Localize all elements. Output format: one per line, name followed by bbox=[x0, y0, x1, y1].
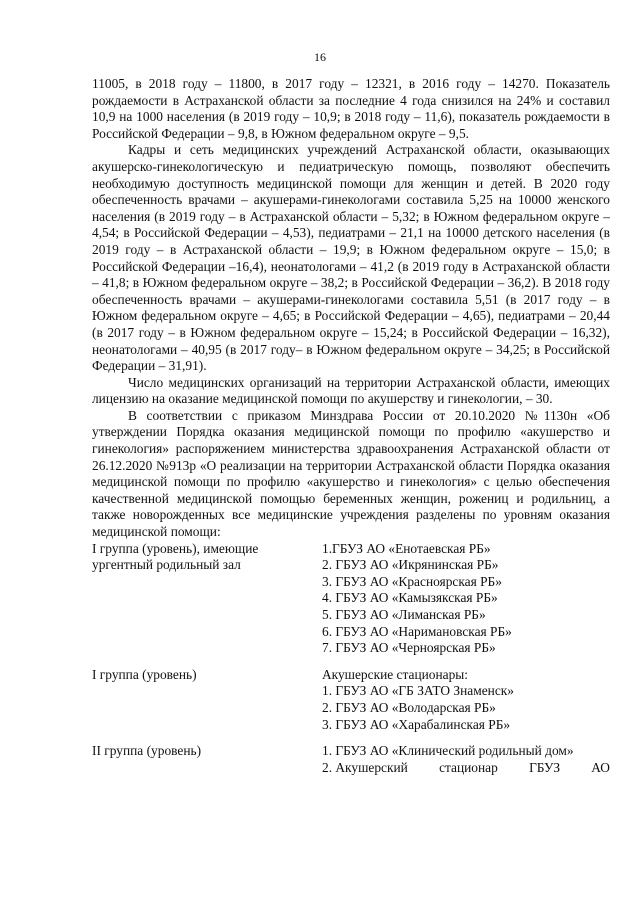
group-label: I группа (уровень), имеющие ургентный родильный зал bbox=[92, 540, 259, 573]
list-item: 4. ГБУЗ АО «Камызякская РБ» bbox=[322, 590, 498, 606]
group-level-1 bbox=[92, 667, 610, 733]
paragraph: Кадры и сеть медицинских учреждений Астраханской области, оказывающих акушерско-гинекологическую и педиатрическую помощь, позволяют обеспечить необходимую доступность медицинской помощи для женщин и детей. В 2020 году обеспеченность врачами – акушерами-гинекологами составила 5,25 на 10000 женского населения (в 2019 году – в Астраханской области – 5,32; в Южном федеральном округе – 4,54; в Российской Федерации – 4,53), педиатрами – 21,1 на 10000 детского населения (в 2019 году – в Астраханской области – 19,9; в Южном федеральном округе – 15,0; в Российской Федерации –16,4), неонатологами – 41,2 (в 2019 году в Астраханской области – 41,8; в Южном федеральном округе – 38,2; в Российской Федерации – 36,2). В 2018 году обеспеченность врачами – акушерами-гинекологами составила 5,51 (в 2017 году – в Южном федеральном округе – 4,65; в Российской Федерации – 4,65), педиатрами – 20,44 (в 2017 году – в Южном федеральном округе – 15,24; в Российской Федерации – 16,32), неонатологами – 40,95 (в 2017 году– в Южном федеральном округе – 34,25; в Российской Федерации – 31,91). bbox=[92, 142, 610, 374]
group-items bbox=[322, 541, 610, 657]
list-item: 3. ГБУЗ АО «Харабалинская РБ» bbox=[322, 716, 511, 732]
paragraph: В соответствии с приказом Минздрава России от 20.10.2020 №1130н «Об утверждении Порядка оказания медицинской помощи по профилю «акушерство и гинекология» распоряжением министерства здравоохранения Астраханской области от 26.12.2020 №913р «О реализации на территории Астраханской области Порядка оказания медицинской помощи по профилю «акушерство и гинекология» с целью обеспечения качественной медицинской помощью беременных женщин, рожениц и родильниц, а также новорожденных все медицинские учреждения разделены по уровням оказания медицинской помощи: bbox=[92, 407, 610, 540]
list-subheading: Акушерские стационары: bbox=[322, 666, 468, 682]
word: 2. Акушерский bbox=[322, 759, 408, 775]
list-item: 1. ГБУЗ АО «Клинический родильный дом» bbox=[322, 743, 574, 759]
paragraph: 11005, в 2018 году – 11800, в 2017 году – 12321, в 2016 году – 14270. Показатель рождаемости в Астраханской области за последние 4 года снизился на 24% и составил 10,9 на 1000 населения (в 2019 году – 10,9; в 2018 году – 11,6), показатель рождаемости в Российской Федерации – 9,8, в Южном федеральном округе – 9,5. bbox=[92, 76, 610, 141]
group-items bbox=[322, 743, 610, 776]
group-level-2 bbox=[92, 743, 610, 776]
list-item: 1.ГБУЗ АО «Енотаевская РБ» bbox=[322, 540, 491, 556]
paragraph: Число медицинских организаций на территории Астраханской области, имеющих лицензию на оказание медицинской помощи по акушерству и гинекологии, – 30. bbox=[92, 374, 610, 407]
list-item: 7. ГБУЗ АО «Черноярская РБ» bbox=[322, 640, 496, 656]
list-item: 2. ГБУЗ АО «Володарская РБ» bbox=[322, 699, 496, 715]
list-item: 6. ГБУЗ АО «Наримановская РБ» bbox=[322, 623, 512, 639]
word: АО bbox=[591, 759, 610, 775]
list-item-justified bbox=[322, 760, 610, 777]
list-item: 2. ГБУЗ АО «Икрянинская РБ» bbox=[322, 557, 499, 573]
list-item: 1. ГБУЗ АО «ГБ ЗАТО Знаменск» bbox=[322, 683, 514, 699]
word: ГБУЗ bbox=[529, 759, 561, 775]
page-number: 16 bbox=[314, 50, 326, 64]
group-items bbox=[322, 667, 610, 733]
group-level-1-urgent bbox=[92, 541, 610, 657]
group-label: I группа (уровень) bbox=[92, 666, 197, 682]
group-label: II группа (уровень) bbox=[92, 743, 202, 759]
list-item: 5. ГБУЗ АО «Лиманская РБ» bbox=[322, 607, 486, 622]
list-item: 3. ГБУЗ АО «Красноярская РБ» bbox=[322, 573, 502, 589]
document-body bbox=[92, 76, 610, 776]
word: стационар bbox=[439, 759, 498, 775]
